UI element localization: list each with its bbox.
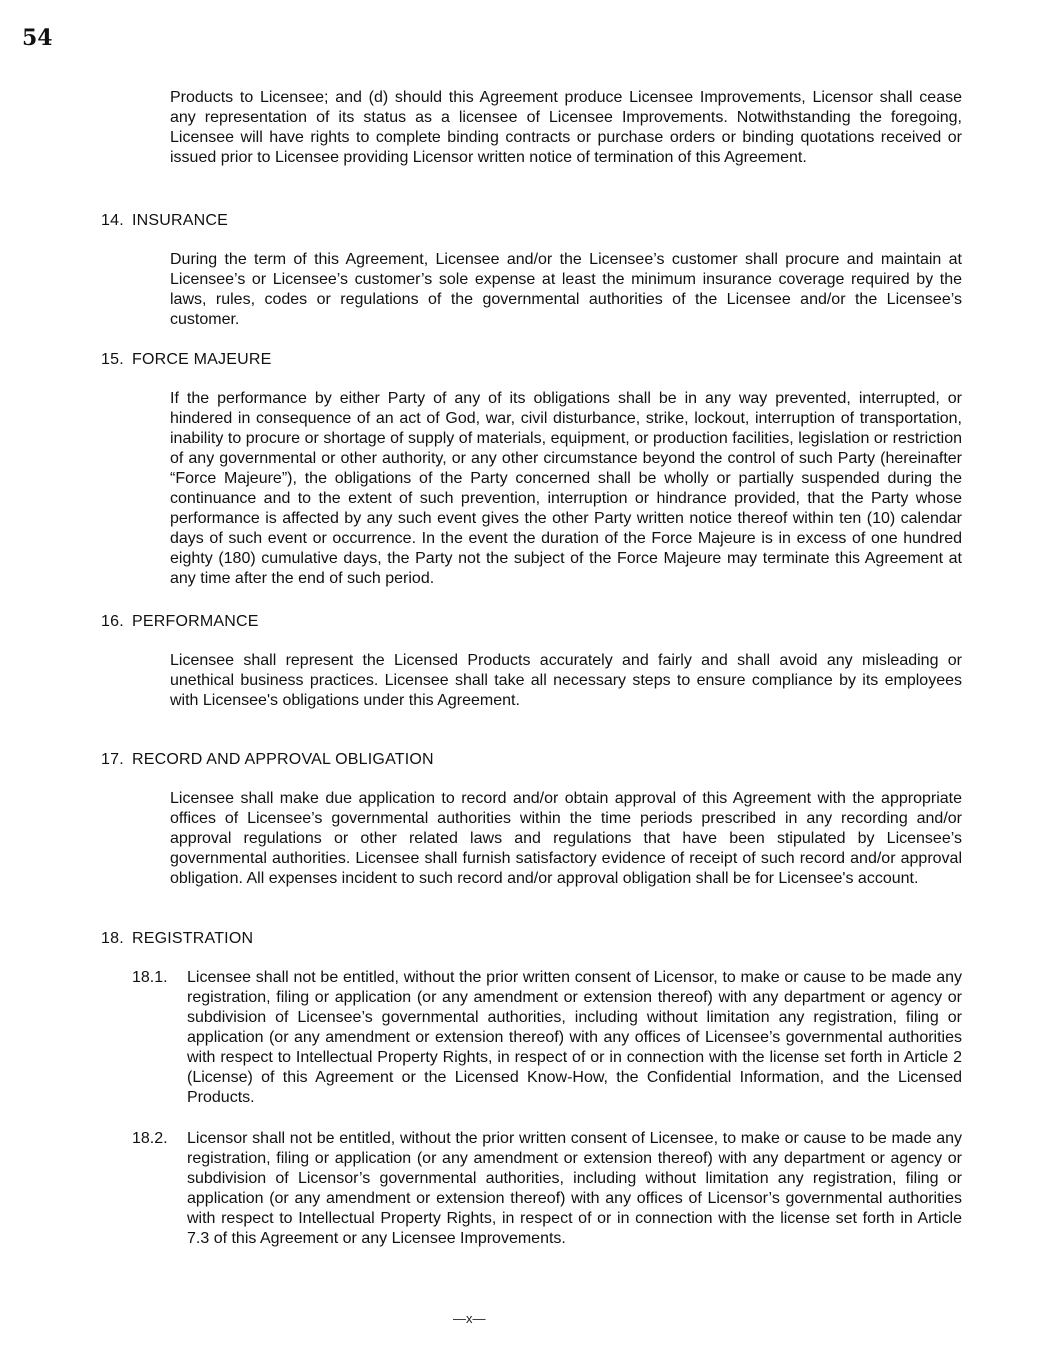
section-number: 16. (101, 613, 124, 630)
section-18-heading (101, 929, 253, 949)
section-14-body: During the term of this Agreement, Licensee and/or the Licensee’s customer shall procure and maintain at Licensee’s or Licensee’s customer’s sole expense at least the minimum insurance coverage required by the laws, rules, codes or regulations of the governmental authorities of the Licensee and/or the Licensee’s customer. (170, 251, 962, 328)
section-title: FORCE MAJEURE (132, 351, 272, 368)
section-15-heading (101, 350, 272, 370)
section-14-heading (101, 211, 228, 231)
section-title: INSURANCE (132, 212, 229, 229)
section-title: REGISTRATION (132, 930, 254, 947)
subsection-18-1-body: Licensee shall not be entitled, without the prior written consent of Licensor, to make or cause to be made any registration, filing or application (or any amendment or extension thereof) with any department or agency or subdivision of Licensee’s governmental authorities, including without limitation any registration, filing or application (or any amendment or extension thereof) with any offices of Licensee’s governmental authorities with respect to Intellectual Property Rights, in respect of or in connection with the license set forth in Article 2 (License) of this Agreement or the Licensed Know-How, the Confidential Information, and the Licensed Products. (187, 969, 962, 1106)
section-number: 18. (101, 930, 124, 947)
subsection-18-2-number: 18.2. (132, 1130, 168, 1147)
section-16-heading (101, 612, 259, 632)
section-number: 17. (101, 751, 124, 768)
section-number: 15. (101, 351, 124, 368)
section-17-heading (101, 750, 434, 770)
subsection-18-2-body: Licensor shall not be entitled, without the prior written consent of Licensee, to make or cause to be made any registration, filing or application (or any amendment or extension thereof) with any department or agency or subdivision of Licensor’s governmental authorities, including without limitation any registration, filing or application (or any amendment or extension thereof) with any offices of Licensor’s governmental authorities with respect to Intellectual Property Rights, in respect of or in connection with the license set forth in Article 7.3 of this Agreement or any Licensee Improvements. (187, 1130, 962, 1247)
section-15-body: If the performance by either Party of any of its obligations shall be in any way prevented, interrupted, or hindered in consequence of an act of God, war, civil disturbance, strike, lockout, interruption of transportation, inability to procure or shortage of supply of materials, equipment, or production facilities, legislation or restriction of any governmental or other authority, or any other circumstance beyond the control of such Party (hereinafter “Force Majeure”), the obligations of the Party concerned shall be wholly or partially suspended during the continuance and to the extent of such prevention, interruption or hindrance provided, that the Party whose performance is affected by any such event gives the other Party written notice thereof within ten (10) calendar days of such event or occurrence. In the event the duration of the Force Majeure is in excess of one hundred eighty (180) cumulative days, the Party not the subject of the Force Majeure may terminate this Agreement at any time after the end of such period. (170, 390, 962, 587)
section-17-body: Licensee shall make due application to record and/or obtain approval of this Agreement with the appropriate offices of Licensee’s governmental authorities within the time periods prescribed in any recording and/or approval regulations or other related laws and regulations that have been stipulated by Licensee’s governmental authorities. Licensee shall furnish satisfactory evidence of receipt of such record and/or approval obligation. All expenses incident to such record and/or approval obligation shall be for Licensee's account. (170, 790, 962, 887)
section-number: 14. (101, 212, 124, 229)
section-title: RECORD AND APPROVAL OBLIGATION (132, 751, 434, 768)
subsection-18-1-number: 18.1. (132, 969, 168, 986)
page-number: 54 (22, 25, 53, 51)
section-title: PERFORMANCE (132, 613, 259, 630)
footer-mark: —x— (453, 1311, 486, 1326)
section-16-body: Licensee shall represent the Licensed Products accurately and fairly and shall avoid any misleading or unethical business practices. Licensee shall take all necessary steps to ensure compliance by its employees with Licensee's obligations under this Agreement. (170, 652, 962, 709)
continuation-paragraph: Products to Licensee; and (d) should this Agreement produce Licensee Improvements, Licensor shall cease any representation of its status as a licensee of Licensee Improvements. Notwithstanding the foregoing, Licensee will have rights to complete binding contracts or purchase orders or binding quotations received or issued prior to Licensee providing Licensor written notice of termination of this Agreement. (170, 89, 962, 166)
